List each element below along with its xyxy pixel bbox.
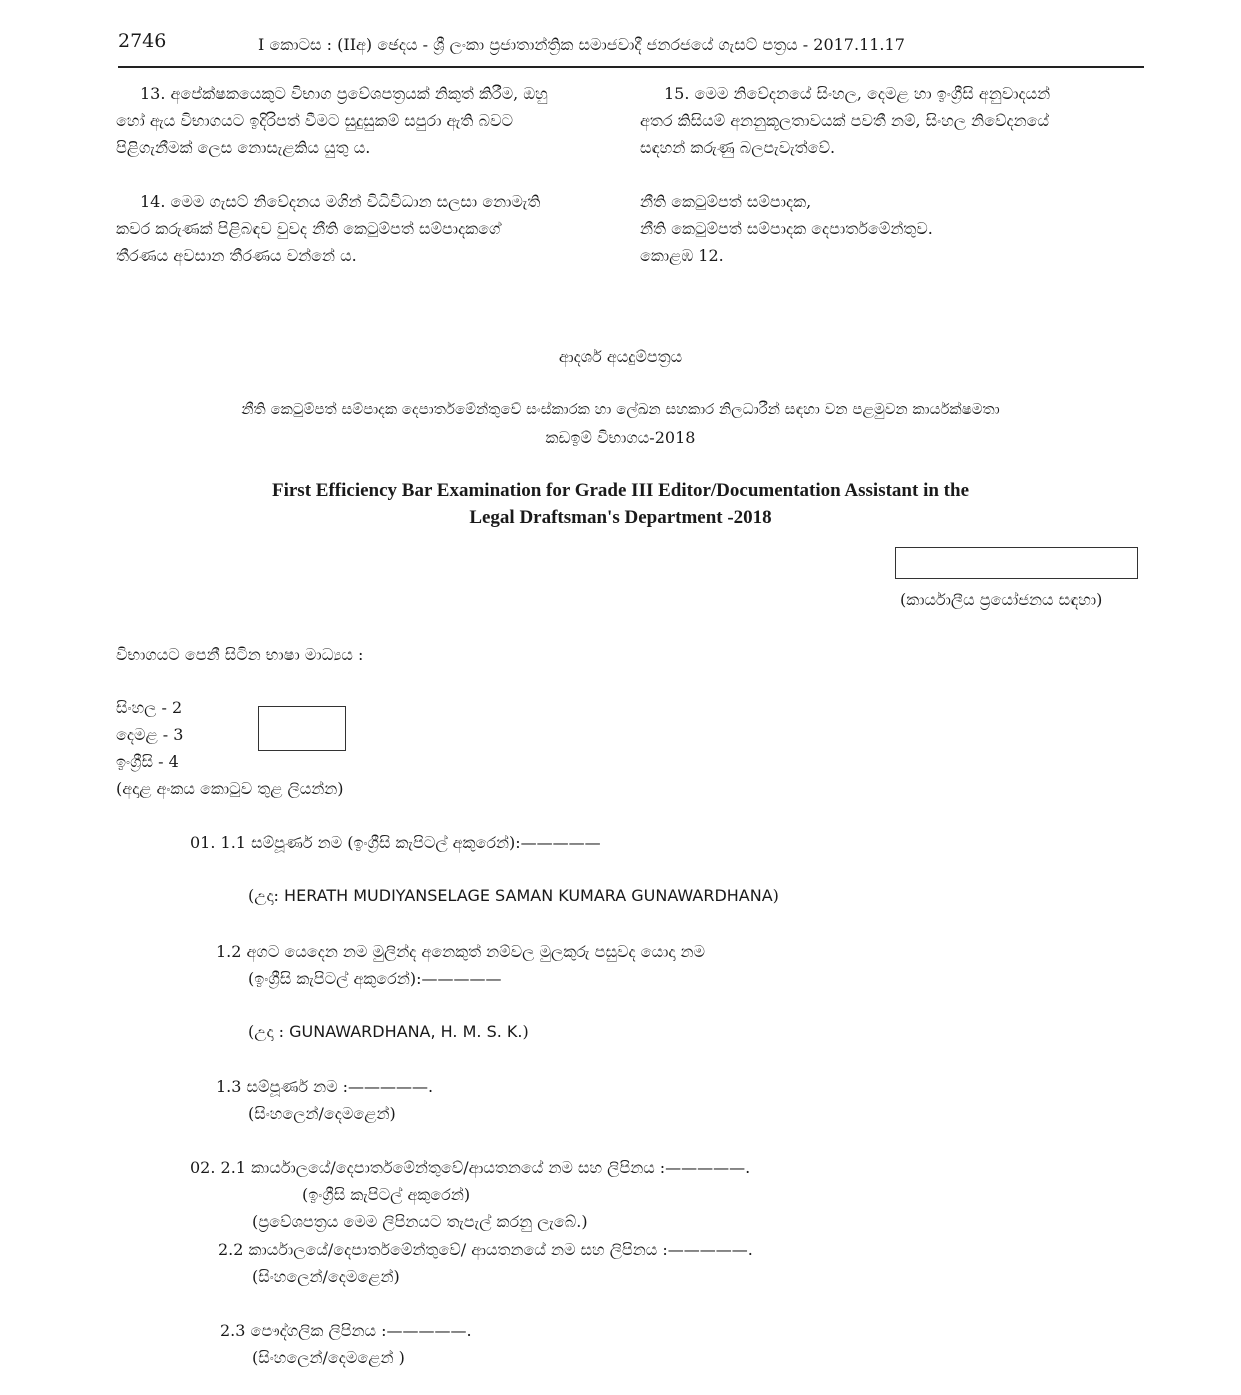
language-option-sinhala: සිංහල - 2	[116, 698, 183, 717]
para15-line1: 15. මෙම නිවේදනයේ සිංහල, දෙමළ හා ඉංග්‍රීසි අනුවාදයන්	[664, 84, 1051, 103]
running-title: I කොටස : (IIඅ) ඡෙදය - ශ්‍රී ලංකා ප්‍රජාතාන්ත්‍රික සමාජවාදී ජනරජයේ ගැසට් පත්‍රය - 2017.11.17	[258, 35, 905, 54]
q1-1-example-prefix: (උදා:	[248, 886, 279, 905]
q1-1-example-value: HERATH MUDIYANSELAGE SAMAN KUMARA GUNAWARDHANA	[284, 886, 773, 905]
language-note: (අදාළ අංකය කොටුව තුළ ලියන්න)	[116, 779, 344, 798]
q2-2-language-note: (සිංහලෙන්/දෙමළෙන්)	[252, 1267, 400, 1286]
q1-1-example-suffix: )	[772, 886, 779, 905]
para13-line3: පිළිගැනීමක් ලෙස නොසැළකිය යුතු ය.	[116, 138, 371, 157]
office-use-label: (කාර්යාලීය ප්‍රයෝජනය සඳහා)	[900, 590, 1103, 609]
q1-2-name-with-initials-label: 1.2 අගට යෙදෙන නම මුලින්ද අනෙකුත් නම්වල මුලකුරු පසුවද යොදා නම	[216, 942, 706, 961]
form-heading: ආදර්ශ අයදුම්පත්‍රය	[558, 347, 683, 366]
para15-line3: සඳහන් කරුණු බලපැවැත්වේ.	[640, 138, 836, 157]
q2-3-personal-address-label: 2.3 පෞද්ගලික ලිපිනය :—————.	[220, 1321, 472, 1340]
q1-3-full-name-local-label: 1.3 සම්පූර්ණ නම :—————.	[216, 1077, 434, 1096]
q2-1-office-address-label: 02. 2.1 කාර්යාලයේ/දෙපාර්තමේන්තුවේ/ආයතනයේ නම සහ ලිපිනය :—————.	[190, 1158, 751, 1177]
signature-location: කොළඹ 12.	[640, 246, 724, 265]
q2-3-language-note: (සිංහලෙන්/දෙමළෙන් )	[252, 1348, 405, 1367]
q1-3-language-note: (සිංහලෙන්/දෙමළෙන්)	[248, 1104, 396, 1123]
language-code-box[interactable]	[258, 706, 346, 751]
q2-1-capital-letters-note: (ඉංග්‍රීසි කැපිටල් අකුරෙන්)	[302, 1185, 471, 1204]
signature-title: නීති කෙටුම්පත් සම්පාදක,	[640, 192, 812, 211]
english-title-line1: First Efficiency Bar Examination for Grade III Editor/Documentation Assistant in the	[271, 480, 970, 501]
q2-2-office-address-local-label: 2.2 කාර්යාලයේ/දෙපාර්තමේන්තුවේ/ ආයතනයේ නම සහ ලිපිනය :—————.	[218, 1240, 753, 1259]
header-rule	[118, 66, 1144, 68]
page-number: 2746	[118, 30, 167, 52]
q1-1-example	[248, 886, 779, 906]
para13-line1: 13. අපේක්ෂකයෙකුට විභාග ප්‍රවේශපත්‍රයක් නිකුත් කිරීම, ඔහු	[140, 84, 548, 103]
q1-2-example-suffix: )	[522, 1022, 529, 1041]
signature-department: නීති කෙටුම්පත් සම්පාදක දෙපාර්තමේන්තුව.	[640, 219, 933, 238]
language-option-english: ඉංග්‍රීසි - 4	[116, 752, 179, 771]
sinhala-title-line1: නීති කෙටුම්පත් සම්පාදක දෙපාර්තමේන්තුවේ සංස්කාරක හා ලේඛන සහකාර නිලධාරීන් සඳහා වන පළමුවන කාර්යක්ෂමතා	[241, 400, 1000, 418]
q1-2-capital-letters-note: (ඉංග්‍රීසි කැපිටල් අකුරෙන්):—————	[248, 969, 502, 988]
para14-line2: කවර කරුණක් පිළිබඳව වුවද නීති කෙටුම්පත් සම්පාදකගේ	[116, 219, 501, 238]
para14-line3: තීරණය අවසාන තීරණය වන්නේ ය.	[116, 246, 357, 265]
q2-1-admission-note: (ප්‍රවේශපත්‍රය මෙම ලිපිනයට තැපැල් කරනු ලැබේ.)	[252, 1212, 588, 1231]
q1-2-example-prefix: (උදා :	[248, 1022, 285, 1041]
language-medium-label: විභාගයට පෙනී සිටින භාෂා මාධ්‍යය :	[116, 645, 364, 664]
para13-line2: හෝ ඇය විභාගයට ඉදිරිපත් වීමට සුදුසුකම් සපුරා ඇති බවට	[116, 111, 513, 130]
sinhala-title-line2: කඩඉම් විභාගය-2018	[545, 428, 696, 447]
language-option-tamil: දෙමළ - 3	[116, 725, 184, 744]
office-use-box[interactable]	[895, 547, 1138, 579]
english-title-line2: Legal Draftsman's Department -2018	[469, 507, 772, 528]
para14-line1: 14. මෙම ගැසට් නිවේදනය මගින් විධිවිධාන සලසා නොමැති	[140, 192, 541, 211]
para15-line2: අතර කිසියම් අනනුකූලතාවයක් පවතී නම්, සිංහල නිවේදනයේ	[640, 111, 1049, 130]
q1-2-example-value: GUNAWARDHANA, H. M. S. K.	[289, 1022, 523, 1041]
q1-1-full-name-label: 01. 1.1 සම්පූර්ණ නම (ඉංග්‍රීසි කැපිටල් අකුරෙන්):—————	[190, 833, 601, 852]
q1-2-example	[248, 1022, 529, 1042]
